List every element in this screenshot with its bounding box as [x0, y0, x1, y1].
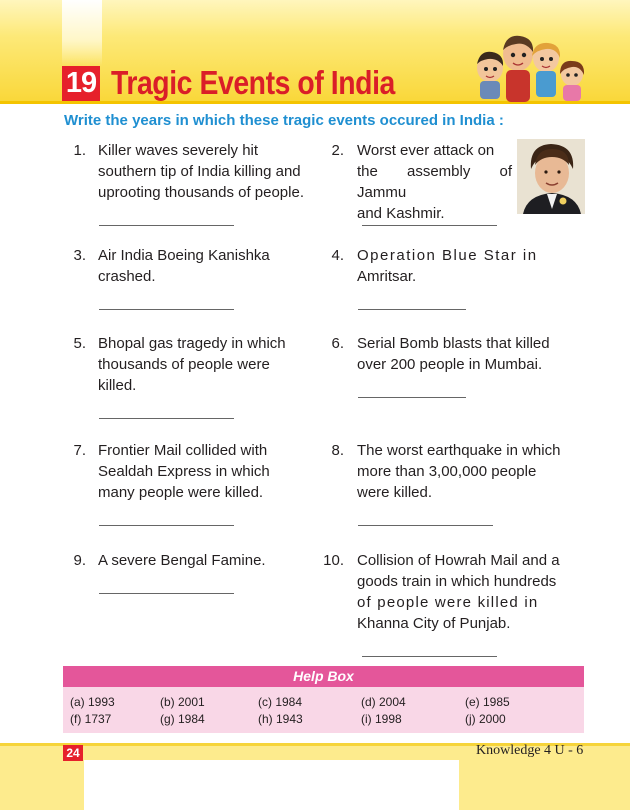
- question-text: [98, 440, 304, 503]
- answer-line-10[interactable]: [362, 656, 497, 657]
- cartoon-kids-illustration: [468, 28, 588, 106]
- instruction-text: Write the years in which these tragic events occured in India :: [64, 112, 504, 129]
- answer-line-7[interactable]: [99, 525, 234, 526]
- help-option: (a) 1993: [70, 695, 115, 709]
- footer-panel: [84, 760, 459, 810]
- question-number: 2.: [331, 142, 344, 159]
- question-number: 1.: [73, 142, 86, 159]
- question-line: more than 3,00,000 people: [357, 463, 537, 480]
- question-5: [62, 333, 305, 397]
- question-line: Worst ever attack on: [357, 142, 495, 159]
- question-6: [320, 333, 565, 376]
- question-1: [62, 140, 305, 204]
- question-text: [98, 550, 304, 571]
- question-4: [320, 245, 565, 288]
- question-3: [62, 245, 305, 288]
- question-line: of people were killed in: [357, 594, 539, 611]
- question-text: [357, 140, 512, 224]
- question-line: The worst earthquake in which: [357, 442, 561, 459]
- question-line: Sealdah Express in which: [98, 463, 270, 480]
- question-line: Amritsar.: [357, 268, 417, 285]
- answer-line-2[interactable]: [362, 225, 497, 226]
- question-7: [62, 440, 305, 504]
- answer-line-4[interactable]: [358, 309, 466, 310]
- question-line: Collision of Howrah Mail and a: [357, 552, 560, 569]
- help-option: (e) 1985: [465, 695, 510, 709]
- question-10: [320, 550, 565, 635]
- question-line: crashed.: [98, 268, 156, 285]
- help-box: [63, 666, 584, 733]
- question-9: [62, 550, 305, 572]
- answer-line-9[interactable]: [99, 593, 234, 594]
- question-text: [357, 440, 563, 503]
- question-line: over 200 people in Mumbai.: [357, 356, 543, 373]
- question-line: the assembly of Jammu: [357, 163, 512, 201]
- question-number: 6.: [331, 335, 344, 352]
- question-text: [357, 333, 563, 375]
- question-text: [98, 140, 304, 203]
- question-text: [98, 245, 304, 287]
- answer-line-1[interactable]: [99, 225, 234, 226]
- help-box-title: Help Box: [63, 666, 584, 687]
- question-line: goods train in which hundreds: [357, 573, 557, 590]
- question-line: Serial Bomb blasts that killed: [357, 335, 550, 352]
- question-number: 7.: [73, 442, 86, 459]
- question-line: Killer waves severely hit: [98, 142, 259, 159]
- question-number: 8.: [331, 442, 344, 459]
- question-8: [320, 440, 565, 504]
- question-line: Bhopal gas tragedy in which: [98, 335, 286, 352]
- help-option: (b) 2001: [160, 695, 205, 709]
- question-2: [320, 140, 515, 222]
- question-line: killed.: [98, 377, 137, 394]
- help-option: (j) 2000: [465, 712, 506, 726]
- question-number: 3.: [73, 247, 86, 264]
- answer-line-3[interactable]: [99, 309, 234, 310]
- question-line: uprooting thousands of people.: [98, 184, 304, 201]
- question-number: 10.: [323, 552, 344, 569]
- question-line: Frontier Mail collided with: [98, 442, 268, 459]
- help-option: (c) 1984: [258, 695, 303, 709]
- question-line: Khanna City of Punjab.: [357, 615, 511, 632]
- question-line: and Kashmir.: [357, 205, 445, 222]
- header-glow: [62, 0, 102, 66]
- question-number: 9.: [73, 552, 86, 569]
- question-line: were killed.: [357, 484, 433, 501]
- question-line: southern tip of India killing and: [98, 163, 301, 180]
- question-text: [357, 245, 563, 287]
- page-number: 24: [63, 745, 83, 761]
- help-option: (i) 1998: [361, 712, 402, 726]
- question-text: [98, 333, 304, 396]
- page-title: Tragic Events of India: [111, 64, 395, 101]
- question-number: 5.: [73, 335, 86, 352]
- help-option: (h) 1943: [258, 712, 303, 726]
- question-line: Operation Blue Star in: [357, 247, 538, 264]
- question-line: Air India Boeing Kanishka: [98, 247, 270, 264]
- answer-line-5[interactable]: [99, 418, 234, 419]
- answer-line-6[interactable]: [358, 397, 466, 398]
- answer-line-8[interactable]: [358, 525, 493, 526]
- question-line: A severe Bengal Famine.: [98, 552, 266, 569]
- question-line: thousands of people were: [98, 356, 270, 373]
- help-option: (f) 1737: [70, 712, 112, 726]
- question-number: 4.: [331, 247, 344, 264]
- help-option: (d) 2004: [361, 695, 406, 709]
- help-option: (g) 1984: [160, 712, 205, 726]
- lesson-number-badge: 19: [62, 66, 100, 101]
- book-title: Knowledge 4 U - 6: [476, 743, 584, 758]
- question-line: many people were killed.: [98, 484, 264, 501]
- question-text: [357, 550, 563, 634]
- portrait-photo: [517, 139, 585, 214]
